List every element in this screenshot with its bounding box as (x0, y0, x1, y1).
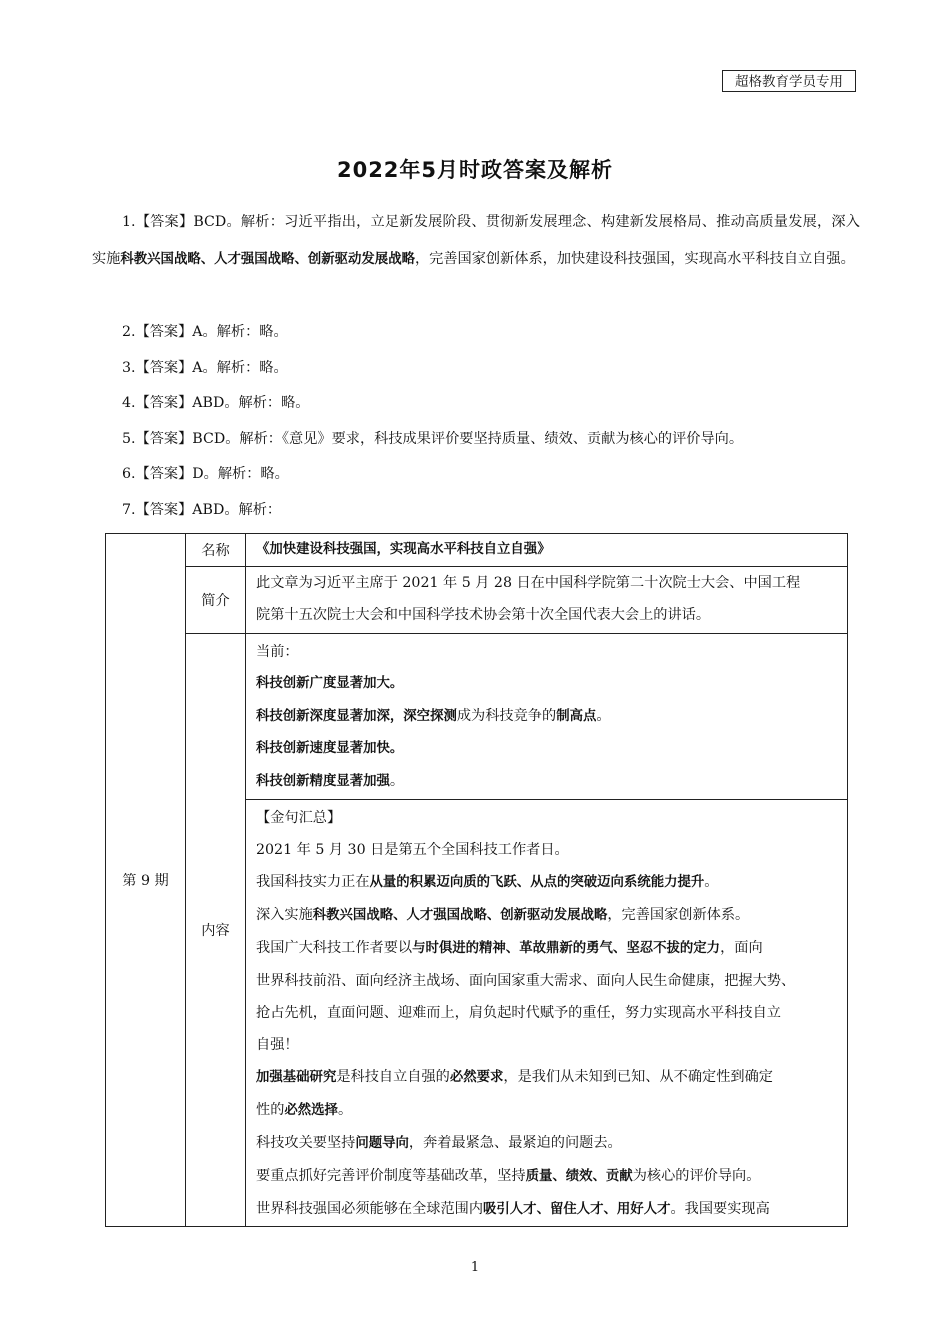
current-section (246, 634, 848, 800)
bold-text: 必然选择 (284, 1103, 338, 1118)
plain-text: 。 (596, 708, 611, 724)
plain-text: 为核心的评价导向。 (632, 1168, 761, 1184)
plain-text: 。我国要实现高 (670, 1201, 770, 1217)
bold-text: 质量、 (525, 1169, 566, 1184)
gold-line (256, 1193, 838, 1226)
bold-text: 绩效、 (565, 1169, 606, 1184)
page-number: 1 (470, 1260, 480, 1275)
plain-text: 。 (389, 773, 405, 789)
gold-line (256, 866, 838, 899)
bold-text: 贡献 (605, 1169, 633, 1184)
plain-text: 世界科技强国必须能够在全球范围内 (256, 1201, 484, 1217)
intro-label: 简介 (186, 567, 246, 634)
gold-line: 自强！ (256, 1037, 299, 1053)
current-line: 科技创新速度显著加快。 (256, 741, 404, 756)
intro-value (246, 567, 848, 634)
intro-line: 此文章为习近平主席于 2021 年 5 月 28 日在中国科学院第二十次院士大会、中国工程 (256, 575, 801, 591)
plain-text: ，是我们从未知到已知、从不确定性到确定 (503, 1069, 773, 1085)
bold-text: 与时俱进的精神、革故鼎新的勇气、坚忍不拔的定力 (412, 941, 721, 956)
content-label: 内容 (186, 634, 246, 1227)
answer-3: 3.【答案】A。解析：略。 (122, 360, 288, 376)
current-line (256, 700, 838, 733)
bold-text: 从量的积累迈向质的飞跃、从点的突破迈向系统能力提升 (369, 875, 705, 890)
plain-text: 是科技自立自强的 (336, 1069, 450, 1085)
name-label: 名称 (186, 534, 246, 567)
gold-line (256, 1094, 838, 1127)
plain-text: 我国广大科技工作者要以 (256, 940, 413, 956)
intro-line: 院第十五次院士大会和中国科学技术协会第十次全国代表大会上的讲话。 (256, 607, 711, 623)
plain-text: ，完善国家创新体系。 (607, 907, 750, 923)
answer-5: 5.【答案】BCD。解析：《意见》要求，科技成果评价要坚持质量、绩效、贡献为核心的评价导向。 (122, 431, 744, 447)
gold-line: 2021 年 5 月 30 日是第五个全国科技工作者日。 (256, 842, 569, 858)
plain-text: 要重点抓好完善评价制度等基础改革，坚持 (256, 1168, 526, 1184)
answer-1 (92, 204, 860, 278)
bold-text: 必然要求 (449, 1070, 504, 1085)
plain-text: 深入实施 (256, 907, 313, 923)
bold-text: 科教兴国战略、人才强国战略、创新驱动发展战略 (312, 908, 608, 923)
gold-line (256, 899, 838, 932)
current-line: 科技创新广度显著加大。 (256, 676, 404, 691)
answer-1-text: 1.【答案】BCD。解析：习近平指出，立足新发展阶段、贯彻新发展理念、构建新发展格局、推动高质量发展，深入实施 (92, 214, 860, 267)
page-title: 2022年5月时政答案及解析 (336, 158, 614, 182)
plain-text: ，面向 (720, 940, 763, 956)
plain-text: 科技攻关要坚持 (256, 1135, 356, 1151)
bold-text: 科技创新精度显著加强 (256, 774, 390, 789)
gold-section (246, 800, 848, 1227)
plain-text: 我国科技实力正在 (256, 874, 370, 890)
answer-4: 4.【答案】ABD。解析：略。 (122, 395, 310, 411)
issue-cell: 第 9 期 (106, 534, 186, 1227)
gold-line (256, 932, 838, 965)
gold-line: 世界科技前沿、面向经济主战场、面向国家重大需求、面向人民生命健康，把握大势、 (256, 973, 796, 989)
plain-text: 性的 (256, 1102, 285, 1118)
article-name: 《加快建设科技强国，实现高水平科技自立自强》 (256, 542, 551, 557)
plain-text: 。 (704, 874, 719, 890)
bold-text: 科技创新深度显著加深，深空探测 (256, 709, 457, 724)
name-value (246, 534, 848, 567)
answer-1-suffix: ，完善国家创新体系，加快建设科技强国，实现高水平科技自立自强。 (414, 251, 855, 267)
answer-2: 2.【答案】A。解析：略。 (122, 324, 288, 340)
current-line (256, 765, 838, 798)
gold-line (256, 1061, 838, 1094)
issue-table (105, 533, 848, 1227)
plain-text: 。 (337, 1102, 353, 1118)
bold-text: 问题导向 (355, 1136, 409, 1151)
answer-7: 7.【答案】ABD。解析： (122, 502, 282, 518)
bold-text: 制高点 (556, 709, 597, 724)
student-only-tag: 超格教育学员专用 (722, 70, 856, 92)
gold-line (256, 1160, 838, 1193)
answer-6: 6.【答案】D。解析：略。 (122, 466, 289, 482)
bold-text: 加强基础研究 (256, 1070, 337, 1085)
gold-head: 【金句汇总】 (256, 810, 342, 826)
answer-1-bold: 科教兴国战略、人才强国战略、创新驱动发展战略 (120, 252, 415, 267)
plain-text: ，奔着最紧急、最紧迫的问题去。 (408, 1135, 622, 1151)
plain-text: 成为科技竞争的 (456, 708, 557, 724)
current-head: 当前： (256, 644, 299, 660)
bold-text: 吸引人才、留住人才、用好人才 (483, 1202, 671, 1217)
gold-line (256, 1127, 838, 1160)
gold-line: 抢占先机，直面问题、迎难而上，肩负起时代赋予的重任，努力实现高水平科技自立 (256, 1005, 781, 1021)
